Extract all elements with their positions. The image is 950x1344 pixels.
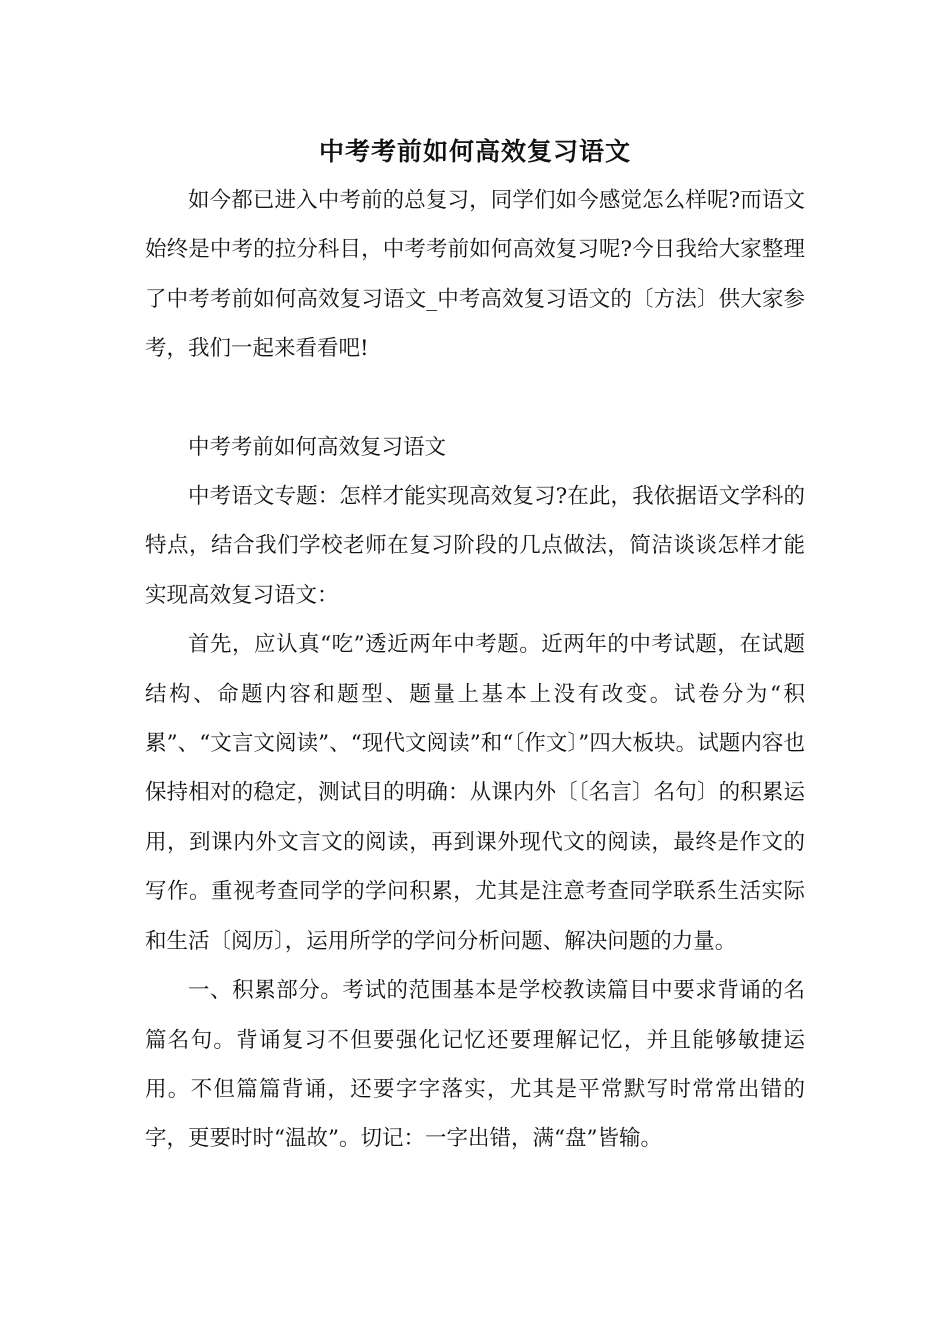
body-paragraph: 首先，应认真“吃”透近两年中考题。近两年的中考试题，在试题结构、命题内容和题型、题量上基本上没有改变。试卷分为“积累”、“文言文阅读”、“现代文阅读”和“〔作文〕”四大板块。试题内容也保持相对的稳定，测试目的明确：从课内外〔〔名言〕名句〕的积累运用，到课内外文言文的阅读，再到课外现代文的阅读，最终是作文的写作。重视考查同学的学问积累，尤其是注意考查同学联系生活实际和生活〔阅历〕，运用所学的学问分析问题、解决问题的力量。 [145,632,805,954]
document-title: 中考考前如何高效复习语文 [318,137,631,166]
body-paragraph: 一、积累部分。考试的范围基本是学校教读篇目中要求背诵的名篇名句。背诵复习不但要强化记忆还要理解记忆，并且能够敏捷运用。不但篇篇背诵，还要字字落实，尤其是平常默写时常常出错的字，更要时时“温故”。切记：一字出错，满“盘”皆输。 [145,978,805,1152]
paragraph-gap [145,374,805,423]
document-page [145,128,805,1164]
section-heading: 中考考前如何高效复习语文 [188,434,447,460]
body-paragraph: 中考语文专题：怎样才能实现高效复习?在此，我依据语文学科的特点，结合我们学校老师在复习阶段的几点做法，简洁谈谈怎样才能实现高效复习语文： [145,484,805,608]
intro-paragraph: 如今都已进入中考前的总复习，同学们如今感觉怎么样呢?而语文始终是中考的拉分科目，中考考前如何高效复习呢?今日我给大家整理了中考考前如何高效复习语文_中考高效复习语文的〔方法〕供大家参考，我们一起来看看吧! [145,188,805,362]
